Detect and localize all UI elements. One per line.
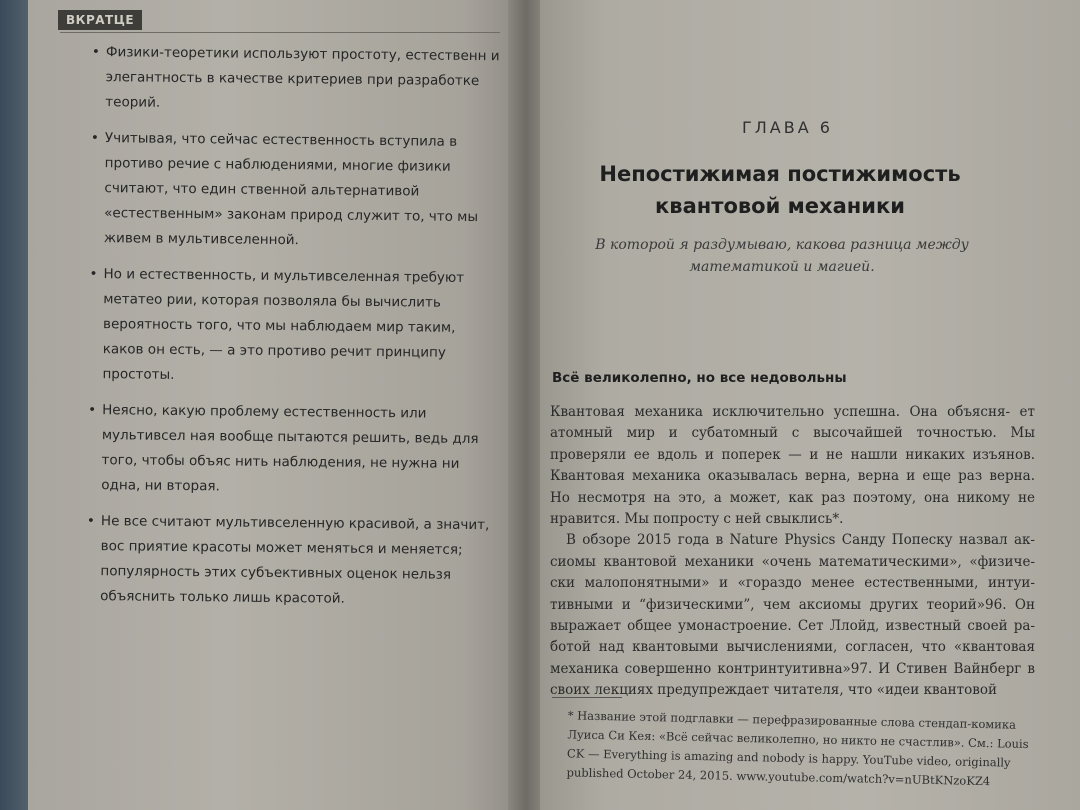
bullet-icon: •	[90, 129, 100, 147]
bullet-icon: •	[86, 512, 96, 530]
summary-item	[86, 509, 497, 613]
paragraph: В обзоре 2015 года в Nature Physics Санду Попеску назвал ак- сиомы квантовой механики «очень математическими», «физиче- ски малопонятными» и «гораздо менее естественными, интуи- тивными и “физическими”, чем аксиомы других теорий»96. Он выражает общее умонастроение. Сет Ллойд, известный своей ра- ботой над квантовыми вычислениями, согласен, что «квантовая механика совершенно контринтуитивна»97. И Стивен Вайнберг в своих лекциях предупреждает читателя, что «идеи квантовой	[550, 532, 1035, 699]
chapter-number: ГЛАВА 6	[742, 118, 833, 137]
bullet-icon: •	[91, 43, 100, 61]
summary-item-text: Физики-теоретики используют простоту, естественн и элегантность в качестве критериев при разработке теорий.	[105, 44, 500, 111]
background-edge	[0, 0, 28, 810]
footnote-text: * Название этой подглавки — перефразированные слова стендап-комика Луиса Си Кея: «Всё сейчас великолепно, но никто не счастлив». См.: Louis CK — Everything is amazing and nobody is happy. YouTube video, originally published October 24, 2015. www.youtube.com/watch?v=nUBtKNzoKZ4	[566, 708, 1029, 789]
summary-item-text: Не все считают мультивселенную красивой, а значит, вос приятие красоты может меняться и меняется; популярность этих субъективных оценок нельзя объяснить только лишь красотой.	[100, 513, 490, 607]
footnote-divider	[552, 697, 622, 698]
summary-list	[86, 40, 502, 624]
summary-item	[87, 398, 498, 502]
footnote	[550, 706, 1041, 792]
body-text	[550, 402, 1035, 702]
chapter-epigraph: В которой я раздумываю, какова разница между математикой и магией.	[595, 237, 969, 275]
bullet-icon: •	[89, 265, 98, 283]
summary-item-text: Но и естественность, и мультивселенная требуют метатео рии, которая позволяла бы вычислить вероятность того, что мы наблюдаем мир таким, каков он есть, — а это противо речит принципу простоты.	[102, 266, 465, 383]
paragraph: Квантовая механика исключительно успешна. Она объясня- ет атомный мир и субатомный с высочайшей точностью. Мы проверяли ее вдоль и поперек — и не нашли никаких изъянов. Квантовая механика оказывалась верна, верна и еще раз верна. Но несмотря на это, а может, как раз поэтому, она никому не нравится. Мы попросту с ней свыклись*.	[550, 404, 1035, 528]
summary-item	[90, 126, 501, 255]
summary-label: ВКРАТЦЕ	[58, 10, 142, 30]
section-heading: Всё великолепно, но все недовольны	[552, 370, 847, 386]
bullet-icon: •	[88, 401, 97, 419]
summary-item	[88, 262, 499, 391]
summary-item	[91, 40, 502, 119]
summary-item-text: Неясно, какую проблему естественность или мультивсел ная вообще пытаются решить, ведь для того, чтобы объяс нить наблюдения, не нужна ни одна, ни вторая.	[101, 402, 479, 495]
chapter-title: Непостижимая постижимость квантовой механики	[599, 162, 961, 218]
summary-item-text: Учитывая, что сейчас естественность вступила в противо речие с наблюдениями, многие физики считают, что един ственной альтернативой «естественным» законам природ служит то, что мы живем в мультивселенной.	[103, 130, 479, 249]
